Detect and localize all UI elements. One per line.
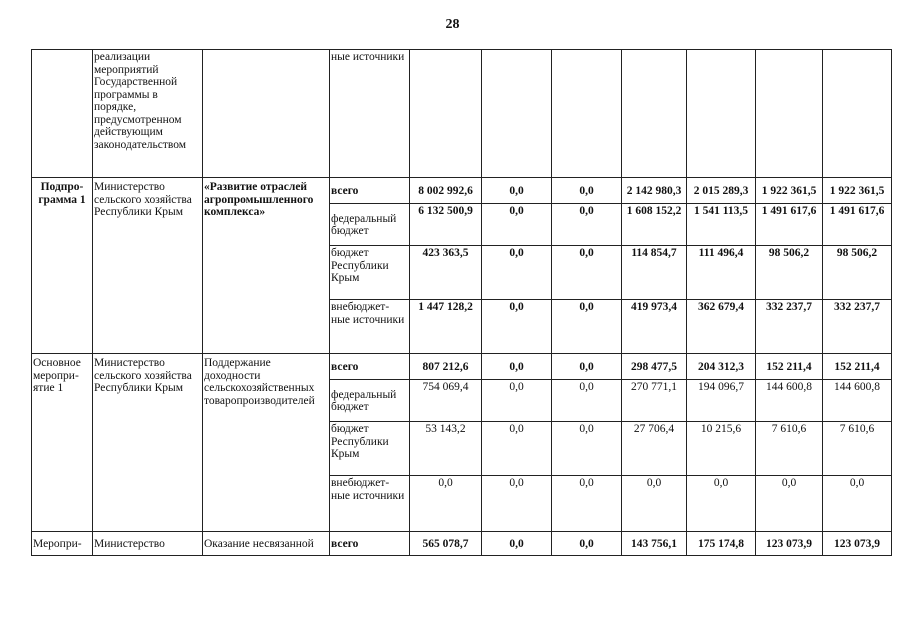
value-total: 6 132 500,9 — [410, 204, 482, 246]
value-year-4: 111 496,4 — [687, 246, 756, 300]
value-year-6: 332 237,7 — [823, 300, 892, 354]
table-row — [32, 354, 892, 380]
status-cell: Основное меропри-ятие 1 — [32, 354, 93, 532]
executor-cell: Министерство сельского хозяйства Республики Крым — [93, 178, 203, 354]
value-year-3: 298 477,5 — [622, 354, 687, 380]
executor-cell: реализации мероприятий Государственной программы в порядке, предусмотренном действующим законодательством — [93, 50, 203, 178]
source-cell: всего — [330, 354, 410, 380]
executor-cell: Министерство — [93, 532, 203, 556]
table-row — [32, 178, 892, 204]
value-year-1: 0,0 — [482, 300, 552, 354]
value-year-6: 7 610,6 — [823, 422, 892, 476]
value-year-5: 0,0 — [756, 476, 823, 532]
source-cell: ные источники — [330, 50, 410, 178]
value-year-5: 152 211,4 — [756, 354, 823, 380]
value-year-5: 144 600,8 — [756, 380, 823, 422]
value-year-5: 332 237,7 — [756, 300, 823, 354]
budget-table — [31, 49, 892, 556]
value-year-1: 0,0 — [482, 354, 552, 380]
value-year-3: 0,0 — [622, 476, 687, 532]
value-total: 1 447 128,2 — [410, 300, 482, 354]
source-cell: всего — [330, 178, 410, 204]
source-cell: внебюджет-ные источники — [330, 300, 410, 354]
value-year-6: 152 211,4 — [823, 354, 892, 380]
value-year-1: 0,0 — [482, 246, 552, 300]
value-year-2: 0,0 — [552, 380, 622, 422]
status-cell: Меропри- — [32, 532, 93, 556]
value-year-3: 419 973,4 — [622, 300, 687, 354]
value-total: 0,0 — [410, 476, 482, 532]
value-year-4: 0,0 — [687, 476, 756, 532]
value-year-5: 1 491 617,6 — [756, 204, 823, 246]
value-year-2: 0,0 — [552, 178, 622, 204]
executor-cell: Министерство сельского хозяйства Республики Крым — [93, 354, 203, 532]
name-cell — [203, 50, 330, 178]
value-year-2: 0,0 — [552, 422, 622, 476]
value-year-1: 0,0 — [482, 204, 552, 246]
value-year-4: 194 096,7 — [687, 380, 756, 422]
status-cell — [32, 50, 93, 178]
value-year-6: 1 922 361,5 — [823, 178, 892, 204]
value-year-2: 0,0 — [552, 476, 622, 532]
value-year-4: 2 015 289,3 — [687, 178, 756, 204]
value-year-5: 7 610,6 — [756, 422, 823, 476]
name-cell: Поддержание доходности сельскохозяйственных товаропроизводителей — [203, 354, 330, 532]
value-year-3: 27 706,4 — [622, 422, 687, 476]
value-year-1: 0,0 — [482, 476, 552, 532]
value-year-3: 114 854,7 — [622, 246, 687, 300]
value-year-2: 0,0 — [552, 532, 622, 556]
value-year-1: 0,0 — [482, 532, 552, 556]
status-cell: Подпро-грамма 1 — [32, 178, 93, 354]
value-year-3: 1 608 152,2 — [622, 204, 687, 246]
source-cell: всего — [330, 532, 410, 556]
name-cell: Оказание несвязанной — [203, 532, 330, 556]
table-row — [32, 532, 892, 556]
source-cell: бюджет Республики Крым — [330, 422, 410, 476]
value-year-5: 98 506,2 — [756, 246, 823, 300]
value-year-6: 98 506,2 — [823, 246, 892, 300]
value-year-5: 123 073,9 — [756, 532, 823, 556]
source-cell: бюджет Республики Крым — [330, 246, 410, 300]
value-year-6: 0,0 — [823, 476, 892, 532]
value-year-2: 0,0 — [552, 204, 622, 246]
value-year-1: 0,0 — [482, 380, 552, 422]
value-total: 807 212,6 — [410, 354, 482, 380]
value-year-2: 0,0 — [552, 246, 622, 300]
table-row — [32, 50, 892, 178]
value-year-4: 175 174,8 — [687, 532, 756, 556]
value-year-3: 270 771,1 — [622, 380, 687, 422]
value-year-3: 2 142 980,3 — [622, 178, 687, 204]
value-year-4: 10 215,6 — [687, 422, 756, 476]
value-year-4: 362 679,4 — [687, 300, 756, 354]
value-year-2: 0,0 — [552, 300, 622, 354]
value-year-3 — [622, 50, 687, 178]
value-total: 565 078,7 — [410, 532, 482, 556]
value-year-4 — [687, 50, 756, 178]
source-cell: внебюджет-ные источники — [330, 476, 410, 532]
value-total: 754 069,4 — [410, 380, 482, 422]
value-year-6: 144 600,8 — [823, 380, 892, 422]
value-year-5 — [756, 50, 823, 178]
value-year-6: 123 073,9 — [823, 532, 892, 556]
value-year-4: 1 541 113,5 — [687, 204, 756, 246]
value-total: 423 363,5 — [410, 246, 482, 300]
value-year-1: 0,0 — [482, 422, 552, 476]
value-year-5: 1 922 361,5 — [756, 178, 823, 204]
source-cell: федеральный бюджет — [330, 204, 410, 246]
page-number: 28 — [445, 17, 460, 32]
value-total: 8 002 992,6 — [410, 178, 482, 204]
value-year-2 — [552, 50, 622, 178]
value-total: 53 143,2 — [410, 422, 482, 476]
value-year-2: 0,0 — [552, 354, 622, 380]
value-year-6: 1 491 617,6 — [823, 204, 892, 246]
value-year-4: 204 312,3 — [687, 354, 756, 380]
value-year-3: 143 756,1 — [622, 532, 687, 556]
value-total — [410, 50, 482, 178]
source-cell: федеральный бюджет — [330, 380, 410, 422]
value-year-1 — [482, 50, 552, 178]
value-year-6 — [823, 50, 892, 178]
name-cell: «Развитие отраслей агропромышленного комплекса» — [203, 178, 330, 354]
value-year-1: 0,0 — [482, 178, 552, 204]
